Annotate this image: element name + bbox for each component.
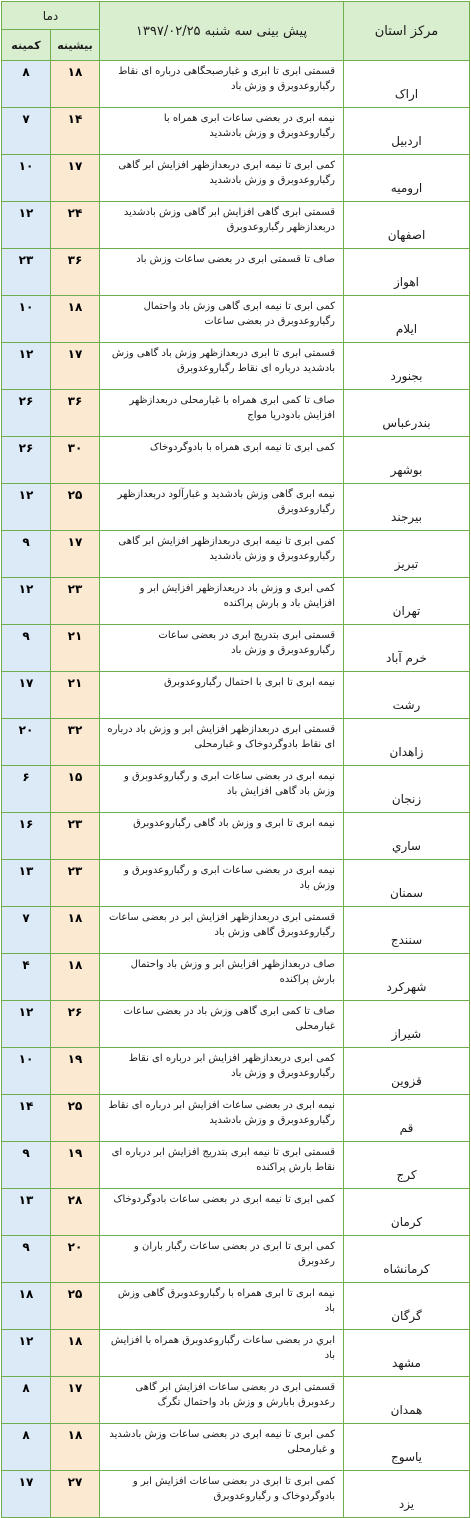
min-temp-cell: ۱۳ (2, 1189, 51, 1236)
table-row (2, 1236, 470, 1283)
max-temp-cell: ۱۷ (51, 155, 100, 202)
table-row (2, 719, 470, 766)
province-cell: ارومیه (344, 155, 470, 202)
max-temp-cell: ۲۵ (51, 1283, 100, 1330)
max-temp-cell: ۱۵ (51, 766, 100, 813)
max-temp-cell: ۲۳ (51, 813, 100, 860)
table-row (2, 249, 470, 296)
table-row (2, 155, 470, 202)
forecast-table (1, 1, 470, 1518)
forecast-cell: نیمه ابری در بعضی ساعات ابری و رگباروعدوبرق و وزش باد گاهی افزایش باد (100, 766, 344, 813)
min-temp-cell: ۱۸ (2, 1283, 51, 1330)
max-temp-cell: ۲۳ (51, 578, 100, 625)
forecast-header: پیش بینی سه شنبه ۱۳۹۷/۰۲/۲۵ (100, 2, 344, 61)
min-temp-cell: ۲۳ (2, 249, 51, 296)
table-row (2, 578, 470, 625)
min-temp-cell: ۷ (2, 108, 51, 155)
max-temp-header: بیشینه (51, 30, 100, 61)
min-temp-cell: ۴ (2, 954, 51, 1001)
max-temp-cell: ۲۳ (51, 860, 100, 907)
province-cell: بیرجند (344, 484, 470, 531)
forecast-cell: نیمه ابری در بعضی ساعات ابری همراه با رگباروعدوبرق و وزش بادشدید (100, 108, 344, 155)
forecast-cell: کمی ابری تا نیمه ابری دربعدازظهر افزایش ابر گاهی رگباروعدوبرق و وزش بادشدید (100, 531, 344, 578)
min-temp-cell: ۱۲ (2, 202, 51, 249)
max-temp-cell: ۳۶ (51, 390, 100, 437)
max-temp-cell: ۱۹ (51, 1142, 100, 1189)
forecast-cell: صاف تا کمی ابری همراه با غبارمحلی دربعدازظهر افزایش بادودریا مواج (100, 390, 344, 437)
max-temp-cell: ۲۵ (51, 484, 100, 531)
max-temp-cell: ۲۱ (51, 672, 100, 719)
table-row (2, 907, 470, 954)
table-row (2, 1330, 470, 1377)
min-temp-cell: ۹ (2, 625, 51, 672)
forecast-cell: کمی ابری تا نیمه ابری گاهی وزش باد واحتمال رگباروعدوبرق در بعضی ساعات (100, 296, 344, 343)
min-temp-cell: ۱۶ (2, 813, 51, 860)
province-header: مرکز استان (344, 2, 470, 61)
min-temp-cell: ۹ (2, 531, 51, 578)
min-temp-cell: ۲۰ (2, 719, 51, 766)
province-cell: ساري (344, 813, 470, 860)
temperature-header: دما (2, 2, 100, 30)
max-temp-cell: ۲۰ (51, 1236, 100, 1283)
province-cell: زاهدان (344, 719, 470, 766)
forecast-cell: قسمتی ابری تا ابری دربعدازظهر وزش باد گاهی وزش بادشدید درباره ای نقاط رگباروعدوبرق (100, 343, 344, 390)
max-temp-cell: ۲۸ (51, 1189, 100, 1236)
forecast-cell: کمی ابری تا ابری در بعضی ساعات افزایش ابر و بادوگردوخاک و رگباروعدوبرق (100, 1471, 344, 1518)
province-cell: همدان (344, 1377, 470, 1424)
table-row (2, 296, 470, 343)
table-row (2, 813, 470, 860)
province-cell: ایلام (344, 296, 470, 343)
forecast-cell: نیمه ابری تا ابری با احتمال رگباروعدوبرق (100, 672, 344, 719)
forecast-cell: صاف دربعدازظهر افزایش ابر و وزش باد واحتمال بارش پراکنده (100, 954, 344, 1001)
min-temp-cell: ۱۲ (2, 1330, 51, 1377)
province-cell: گرگان (344, 1283, 470, 1330)
table-row (2, 672, 470, 719)
min-temp-cell: ۱۲ (2, 1001, 51, 1048)
province-cell: بوشهر (344, 437, 470, 484)
province-cell: اصفهان (344, 202, 470, 249)
table-row (2, 1095, 470, 1142)
table-row (2, 1283, 470, 1330)
table-row (2, 954, 470, 1001)
province-cell: بندرعباس (344, 390, 470, 437)
province-cell: تهران (344, 578, 470, 625)
min-temp-cell: ۲۶ (2, 437, 51, 484)
min-temp-cell: ۱۴ (2, 1095, 51, 1142)
forecast-cell: قسمتی ابری گاهی افزایش ابر گاهی وزش بادشدید دربعدازظهر رگباروعدوبرق (100, 202, 344, 249)
min-temp-cell: ۱۷ (2, 672, 51, 719)
province-cell: زنجان (344, 766, 470, 813)
min-temp-cell: ۱۲ (2, 343, 51, 390)
min-temp-cell: ۷ (2, 907, 51, 954)
forecast-cell: نیمه ابری در بعضی ساعات افزایش ابر درباره ای نقاط رگباروعدوبرق و وزش بادشدید (100, 1095, 344, 1142)
max-temp-cell: ۱۷ (51, 531, 100, 578)
province-cell: اهواز (344, 249, 470, 296)
max-temp-cell: ۲۵ (51, 1095, 100, 1142)
min-temp-cell: ۱۰ (2, 296, 51, 343)
table-row (2, 108, 470, 155)
max-temp-cell: ۳۰ (51, 437, 100, 484)
table-row (2, 860, 470, 907)
province-cell: کرج (344, 1142, 470, 1189)
header-row (2, 2, 470, 30)
min-temp-cell: ۱۰ (2, 155, 51, 202)
forecast-cell: کمی ابری دربعدازظهر افزایش ابر درباره ای نقاط رگباروعدوبرق و وزش باد (100, 1048, 344, 1095)
table-row (2, 1048, 470, 1095)
province-cell: کرمان (344, 1189, 470, 1236)
table-row (2, 1377, 470, 1424)
max-temp-cell: ۱۸ (51, 1330, 100, 1377)
max-temp-cell: ۱۴ (51, 108, 100, 155)
forecast-cell: قسمتی ابری بتدریج ابری در بعضی ساعات رگباروعدوبرق و وزش باد (100, 625, 344, 672)
province-cell: اردبیل (344, 108, 470, 155)
max-temp-cell: ۱۹ (51, 1048, 100, 1095)
min-temp-cell: ۹ (2, 1236, 51, 1283)
max-temp-cell: ۱۸ (51, 296, 100, 343)
max-temp-cell: ۱۸ (51, 954, 100, 1001)
forecast-cell: ابري در بعضی ساعات رگباروعدوبرق همراه با افزایش باد (100, 1330, 344, 1377)
province-cell: خرم آباد (344, 625, 470, 672)
max-temp-cell: ۲۱ (51, 625, 100, 672)
max-temp-cell: ۲۴ (51, 202, 100, 249)
forecast-cell: کمی ابری تا نیمه ابری در بعضی ساعات وزش بادشدید و غبارمحلی (100, 1424, 344, 1471)
forecast-cell: صاف تا کمی ابری گاهی وزش باد در بعضی ساعات غبارمحلی (100, 1001, 344, 1048)
forecast-cell: نیمه ابری گاهی وزش بادشدید و غبارآلود دربعدازظهر رگباروعدوبرق (100, 484, 344, 531)
max-temp-cell: ۳۶ (51, 249, 100, 296)
forecast-cell: کمی ابری تا نیمه ابری همراه با بادوگردوخاک (100, 437, 344, 484)
max-temp-cell: ۲۷ (51, 1471, 100, 1518)
forecast-cell: نیمه ابری تا ابری همراه با رگباروعدوبرق گاهی وزش باد (100, 1283, 344, 1330)
forecast-cell: قسمتی ابری دربعدازظهر افزایش ابر در بعضی ساعات رگباروعدوبرق گاهی وزش باد (100, 907, 344, 954)
max-temp-cell: ۱۸ (51, 907, 100, 954)
province-cell: قزوین (344, 1048, 470, 1095)
min-temp-cell: ۶ (2, 766, 51, 813)
forecast-cell: قسمتی ابری در بعضی ساعات افزایش ابر گاهی رعدوبرق بابارش و وزش باد واحتمال تگرگ (100, 1377, 344, 1424)
table-row (2, 625, 470, 672)
forecast-rows (2, 61, 470, 1518)
province-cell: سمنان (344, 860, 470, 907)
max-temp-cell: ۲۶ (51, 1001, 100, 1048)
forecast-cell: قسمتی ابری دربعدازظهر افزایش ابر و وزش باد درباره ای نقاط بادوگردوخاک و غبارمحلی (100, 719, 344, 766)
max-temp-cell: ۳۲ (51, 719, 100, 766)
table-row (2, 61, 470, 108)
table-row (2, 766, 470, 813)
min-temp-header: کمینه (2, 30, 51, 61)
table-row (2, 1189, 470, 1236)
forecast-cell: کمی ابری و وزش باد دربعدازظهر افزایش ابر و افزایش باد و بارش پراکنده (100, 578, 344, 625)
min-temp-cell: ۱۲ (2, 484, 51, 531)
table-row (2, 1001, 470, 1048)
forecast-cell: نیمه ابری در بعضی ساعات ابری و رگباروعدوبرق و وزش باد (100, 860, 344, 907)
table-row (2, 1142, 470, 1189)
min-temp-cell: ۲۶ (2, 390, 51, 437)
min-temp-cell: ۱۳ (2, 860, 51, 907)
province-cell: شهرکرد (344, 954, 470, 1001)
table-row (2, 531, 470, 578)
min-temp-cell: ۹ (2, 1142, 51, 1189)
min-temp-cell: ۸ (2, 61, 51, 108)
forecast-cell: صاف تا قسمتی ابری در بعضی ساعات وزش باد (100, 249, 344, 296)
table-row (2, 390, 470, 437)
province-cell: مشهد (344, 1330, 470, 1377)
province-cell: یاسوج (344, 1424, 470, 1471)
max-temp-cell: ۱۷ (51, 1377, 100, 1424)
min-temp-cell: ۸ (2, 1377, 51, 1424)
province-cell: بجنورد (344, 343, 470, 390)
province-cell: رشت (344, 672, 470, 719)
min-temp-cell: ۱۷ (2, 1471, 51, 1518)
table-row (2, 343, 470, 390)
min-temp-cell: ۱۲ (2, 578, 51, 625)
province-cell: شیراز (344, 1001, 470, 1048)
forecast-cell: قسمتی ابری تا نیمه ابری بتدریج افزایش ابر درباره ای نقاط بارش پراکنده (100, 1142, 344, 1189)
min-temp-cell: ۸ (2, 1424, 51, 1471)
province-cell: سنندج (344, 907, 470, 954)
table-row (2, 1424, 470, 1471)
table-row (2, 202, 470, 249)
table-row (2, 1471, 470, 1518)
province-cell: قم (344, 1095, 470, 1142)
province-cell: کرمانشاه (344, 1236, 470, 1283)
forecast-cell: کمی ابری تا نیمه ابری در بعضی ساعات بادوگردوخاک (100, 1189, 344, 1236)
min-temp-cell: ۱۰ (2, 1048, 51, 1095)
forecast-cell: نیمه ابری تا ابری و وزش باد گاهی رگباروعدوبرق (100, 813, 344, 860)
max-temp-cell: ۱۸ (51, 61, 100, 108)
table-row (2, 437, 470, 484)
forecast-cell: کمی ابری تا ابری در بعضی ساعات رگبار باران و رعدوبرق (100, 1236, 344, 1283)
forecast-cell: قسمتی ابری تا ابری و غبارصبحگاهی درباره ای نقاط رگباروعدوبرق و وزش باد (100, 61, 344, 108)
province-cell: اراک (344, 61, 470, 108)
max-temp-cell: ۱۸ (51, 1424, 100, 1471)
table-row (2, 484, 470, 531)
province-cell: تبریز (344, 531, 470, 578)
province-cell: یزد (344, 1471, 470, 1518)
max-temp-cell: ۱۷ (51, 343, 100, 390)
forecast-cell: کمی ابری تا نیمه ابری دربعدازظهر افزایش ابر گاهی رگباروعدوبرق و وزش بادشدید (100, 155, 344, 202)
